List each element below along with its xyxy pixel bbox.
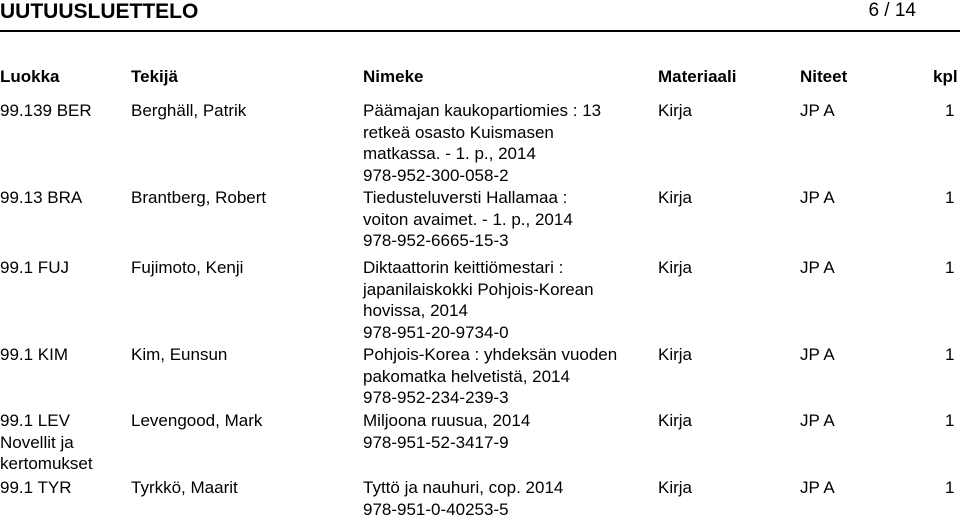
- count-cell: 1: [945, 345, 955, 364]
- class-cell: 99.1 KIM: [0, 345, 69, 364]
- title-cell: Pohjois-Korea : yhdeksän vuoden pakomatka helvetistä, 2014 978-952-234-239-3: [363, 345, 618, 407]
- title-cell: Tyttö ja nauhuri, cop. 2014 978-951-0-40253-5: [363, 478, 564, 519]
- author-cell: Kim, Eunsun: [131, 345, 228, 364]
- count-cell: 1: [945, 188, 955, 207]
- count-cell: 1: [945, 478, 955, 497]
- column-header-author: Tekijä: [131, 67, 178, 86]
- class-cell: 99.1 LEV Novellit ja kertomukset: [0, 411, 93, 473]
- count-cell: 1: [945, 258, 955, 277]
- column-header-notes: Niteet: [800, 67, 848, 86]
- count-cell: 1: [945, 411, 955, 430]
- notes-cell: JP A: [800, 258, 835, 277]
- author-cell: Berghäll, Patrik: [131, 101, 247, 120]
- page-title: UUTUUSLUETTELO: [0, 0, 199, 23]
- notes-cell: JP A: [800, 411, 835, 430]
- notes-cell: JP A: [800, 101, 835, 120]
- title-cell: Päämajan kaukopartiomies : 13 retkeä osasto Kuismasen matkassa. - 1. p., 2014 978-952-300-058-2: [363, 101, 602, 185]
- column-header-count: kpl: [933, 67, 958, 86]
- column-header-title: Nimeke: [363, 67, 424, 86]
- notes-cell: JP A: [800, 345, 835, 364]
- material-cell: Kirja: [658, 411, 693, 430]
- page-number: 6 / 14: [868, 0, 916, 21]
- class-cell: 99.1 FUJ: [0, 258, 69, 277]
- material-cell: Kirja: [658, 478, 693, 497]
- class-cell: 99.1 TYR: [0, 478, 72, 497]
- material-cell: Kirja: [658, 188, 693, 207]
- title-cell: Diktaattorin keittiömestari : japanilaiskokki Pohjois-Korean hovissa, 2014 978-951-20-9734-0: [363, 258, 594, 342]
- count-cell: 1: [945, 101, 955, 120]
- header-divider: [0, 30, 960, 32]
- title-cell: Tiedusteluversti Hallamaa : voiton avaimet. - 1. p., 2014 978-952-6665-15-3: [363, 188, 573, 250]
- class-cell: 99.13 BRA: [0, 188, 83, 207]
- title-cell: Miljoona ruusua, 2014 978-951-52-3417-9: [363, 411, 531, 452]
- material-cell: Kirja: [658, 101, 693, 120]
- author-cell: Tyrkkö, Maarit: [131, 478, 238, 497]
- author-cell: Levengood, Mark: [131, 411, 263, 430]
- column-header-class: Luokka: [0, 67, 60, 86]
- class-cell: 99.139 BER: [0, 101, 92, 120]
- column-header-material: Materiaali: [658, 67, 737, 86]
- notes-cell: JP A: [800, 478, 835, 497]
- author-cell: Brantberg, Robert: [131, 188, 267, 207]
- notes-cell: JP A: [800, 188, 835, 207]
- author-cell: Fujimoto, Kenji: [131, 258, 244, 277]
- material-cell: Kirja: [658, 345, 693, 364]
- material-cell: Kirja: [658, 258, 693, 277]
